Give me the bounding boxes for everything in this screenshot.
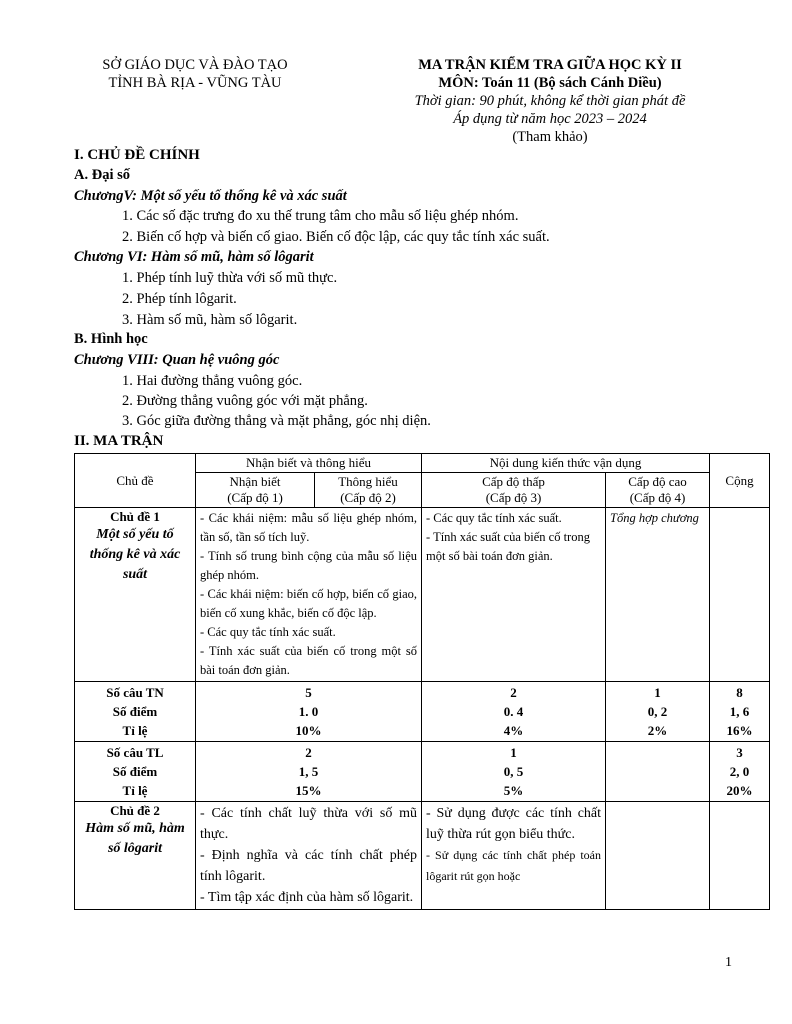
- chapter8-item: 1. Hai đường thẳng vuông góc.: [122, 373, 303, 389]
- tn-ratio: 4%: [503, 723, 524, 738]
- tl-count: 1: [510, 745, 517, 760]
- tn-count: 2: [510, 685, 517, 700]
- list-item: - Các quy tắc tính xác suất.: [200, 625, 336, 639]
- tl-count: 2: [305, 745, 312, 760]
- header-right: [380, 56, 720, 146]
- chapter6-item: 2. Phép tính lôgarit.: [122, 291, 237, 307]
- geometry-heading: B. Hình học: [74, 331, 148, 347]
- tl-row: [75, 742, 770, 802]
- tn-low-cell: [422, 682, 606, 742]
- level4-header: [606, 473, 710, 508]
- list-item: - Tính xác suất của biến cố trong một số bài toán đơn giản.: [200, 644, 418, 677]
- level3-header: [422, 473, 606, 508]
- topic1-recognition-cell: [196, 508, 422, 682]
- topic2-row: [75, 802, 770, 910]
- tn-total-cell: [710, 682, 770, 742]
- tl-score: 0, 5: [503, 764, 524, 779]
- tl-ratio: 15%: [295, 783, 322, 798]
- level2-header: [315, 473, 422, 508]
- topic2-low-cell: [422, 802, 606, 910]
- topic2-cell: [75, 802, 196, 910]
- tl-recognition-cell: [196, 742, 422, 802]
- tn-count-label: Số câu TN: [106, 685, 164, 700]
- chapter6-title: Chương VI: Hàm số mũ, hàm số lôgarit: [74, 249, 314, 265]
- chapter8-item: 3. Góc giữa đường thẳng và mặt phẳng, góc nhị diện.: [122, 413, 431, 429]
- algebra-heading: A. Đại số: [74, 167, 130, 183]
- chapter6-item: 1. Phép tính luỹ thừa với số mũ thực.: [122, 270, 338, 286]
- list-item: - Tìm tập xác định của hàm số lôgarit.: [200, 890, 414, 905]
- group-application-header: Nội dung kiến thức vận dụng: [422, 454, 710, 473]
- topic1-cell: [75, 508, 196, 682]
- list-item: - Các khái niệm: mẫu số liệu ghép nhóm, tần số, tần số tích luỹ.: [200, 511, 418, 544]
- tl-ratio-label: Tỉ lệ: [122, 783, 148, 798]
- topic1-high-cell: Tổng hợp chương: [606, 508, 710, 682]
- doc-note: (Tham khảo): [512, 129, 588, 145]
- doc-subject: MÔN: Toán 11 (Bộ sách Cánh Diều): [438, 75, 662, 91]
- chapter8-item: 2. Đường thẳng vuông góc với mặt phẳng.: [122, 393, 368, 409]
- tn-score: 0, 2: [647, 704, 668, 719]
- doc-year: Áp dụng từ năm học 2023 – 2024: [453, 111, 647, 127]
- doc-time: Thời gian: 90 phút, không kể thời gian phát đề: [414, 93, 686, 109]
- tl-count-label: Số câu TL: [106, 745, 164, 760]
- topic2-name: Hàm số mũ, hàm số lôgarit: [85, 821, 185, 856]
- tl-labels-cell: [75, 742, 196, 802]
- tl-total-cell: [710, 742, 770, 802]
- col-topic-header: Chủ đề: [75, 454, 196, 508]
- level4-name: Cấp độ cao: [628, 474, 687, 489]
- list-item: - Sử dụng được các tính chất luỹ thừa rút gọn biểu thức.: [426, 806, 602, 842]
- level3-name: Cấp độ thấp: [482, 474, 545, 489]
- tl-score-label: Số điểm: [112, 764, 158, 779]
- level1-name: Nhận biết: [229, 474, 281, 489]
- topic2-label: Chủ đề 2: [110, 803, 160, 818]
- level2-name: Thông hiểu: [338, 474, 398, 489]
- tn-score: 0. 4: [503, 704, 524, 719]
- list-item: - Các tính chất luỹ thừa với số mũ thực.: [200, 806, 418, 842]
- list-item: - Tính số trung bình cộng của mẫu số liệu ghép nhóm.: [200, 549, 418, 582]
- tn-ratio: 16%: [726, 723, 753, 738]
- tl-score: 2, 0: [729, 764, 750, 779]
- topic2-total-cell: [710, 802, 770, 910]
- tn-count: 8: [736, 685, 743, 700]
- level1-header: [196, 473, 315, 508]
- level1-code: (Cấp độ 1): [227, 490, 283, 505]
- tl-high-cell: [606, 742, 710, 802]
- tn-score-label: Số điểm: [112, 704, 158, 719]
- level3-code: (Cấp độ 3): [485, 490, 542, 505]
- topic1-label: Chủ đề 1: [110, 509, 160, 524]
- list-item: - Tính xác suất của biến cố trong một số bài toán đơn giản.: [426, 530, 590, 563]
- section2-heading: II. MA TRẬN: [74, 433, 164, 449]
- tn-score: 1, 6: [729, 704, 750, 719]
- province-name: TỈNH BÀ RỊA - VŨNG TÀU: [108, 75, 282, 91]
- matrix-table: [74, 453, 770, 910]
- header-left: [80, 56, 310, 92]
- tl-low-cell: [422, 742, 606, 802]
- tn-ratio: 2%: [647, 723, 668, 738]
- tn-recognition-cell: [196, 682, 422, 742]
- topic1-name: Một số yếu tố thống kê và xác suất: [89, 527, 181, 582]
- tl-ratio: 20%: [726, 783, 753, 798]
- list-item: - Định nghĩa và các tính chất phép tính lôgarit.: [200, 848, 418, 884]
- list-item: - Các khái niệm: biến cố hợp, biến cố giao, biến cố xung khắc, biến cố độc lập.: [200, 587, 418, 620]
- list-item: - Sử dụng các tính chất phép toán lôgarit rút gọn hoặc: [426, 848, 602, 883]
- chapter5-item: 2. Biến cố hợp và biến cố giao. Biến cố độc lập, các quy tắc tính xác suất.: [122, 229, 550, 245]
- tn-ratio: 10%: [295, 723, 322, 738]
- tn-labels-cell: [75, 682, 196, 742]
- topic1-row: [75, 508, 770, 682]
- level2-code: (Cấp độ 2): [340, 490, 396, 505]
- list-item: - Các quy tắc tính xác suất.: [426, 511, 562, 525]
- level4-code: (Cấp độ 4): [629, 490, 686, 505]
- tl-ratio: 5%: [503, 783, 524, 798]
- tn-high-cell: [606, 682, 710, 742]
- doc-title: MA TRẬN KIỂM TRA GIỮA HỌC KỲ II: [418, 57, 682, 73]
- topic2-recognition-cell: [196, 802, 422, 910]
- topic1-low-cell: [422, 508, 606, 682]
- group-recognition-header: Nhận biết và thông hiểu: [196, 454, 422, 473]
- tn-score: 1. 0: [298, 704, 319, 719]
- chapter8-title: Chương VIII: Quan hệ vuông góc: [74, 352, 280, 368]
- tn-count: 1: [654, 685, 661, 700]
- topic1-total-cell: [710, 508, 770, 682]
- tn-ratio-label: Tỉ lệ: [122, 723, 148, 738]
- department-name: SỞ GIÁO DỤC VÀ ĐÀO TẠO: [102, 57, 288, 73]
- page-number: 1: [725, 955, 732, 970]
- tn-row: [75, 682, 770, 742]
- section1-heading: I. CHỦ ĐỀ CHÍNH: [74, 147, 200, 163]
- topic2-high-cell: [606, 802, 710, 910]
- table-header-row: [75, 454, 770, 473]
- col-total-header: Cộng: [710, 454, 770, 508]
- chapter6-item: 3. Hàm số mũ, hàm số lôgarit.: [122, 312, 298, 328]
- tl-count: 3: [736, 745, 743, 760]
- chapter5-item: 1. Các số đặc trưng đo xu thế trung tâm cho mẫu số liệu ghép nhóm.: [122, 208, 519, 224]
- chapter5-title: ChươngV: Một số yếu tố thống kê và xác suất: [74, 188, 347, 204]
- tl-score: 1, 5: [298, 764, 319, 779]
- tn-count: 5: [305, 685, 312, 700]
